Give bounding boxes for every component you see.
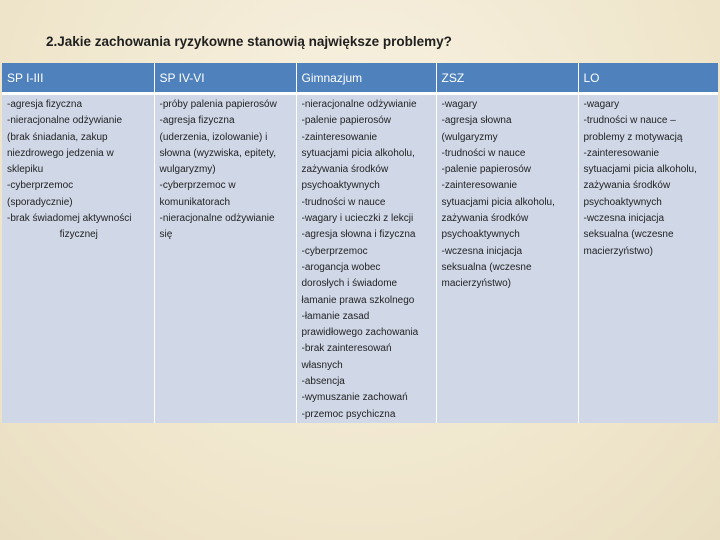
cell-line: -nieracjonalne odżywianie: [301, 99, 417, 110]
table-row: [2, 94, 718, 424]
cell-line: własnych: [301, 359, 343, 371]
cell-line: -palenie papierosów: [301, 115, 392, 127]
cell-zsz: [436, 94, 578, 424]
cell-line: sytuacjami picia alkoholu,: [301, 147, 415, 159]
cell-line: -agresja słowna: [441, 115, 512, 127]
column-header-sp-1-3: SP I-III: [2, 63, 154, 94]
column-header-zsz: ZSZ: [436, 63, 578, 94]
cell-line: -zainteresowanie: [583, 147, 660, 159]
cell-line: -absencja: [301, 376, 345, 388]
cell-line: zażywania środków: [301, 164, 389, 176]
cell-gimnazjum: [296, 94, 436, 424]
cell-line: (uderzenia, izolowanie) i: [159, 131, 268, 143]
cell-sp-4-6: [154, 94, 296, 424]
cell-line: dorosłych i świadome: [301, 278, 398, 290]
cell-line: sytuacjami picia alkoholu,: [441, 196, 555, 208]
cell-line: -nieracjonalne odżywianie: [159, 213, 275, 225]
cell-line: niezdrowego jedzenia w: [7, 147, 114, 159]
page-title: 2.Jakie zachowania ryzykowne stanowią największe problemy?: [46, 34, 452, 49]
cell-line: -zainteresowanie: [441, 180, 518, 192]
cell-line: -wagary: [583, 99, 620, 110]
cell-line: -wczesna inicjacja: [441, 245, 523, 257]
cell-line: psychoaktywnych: [301, 180, 380, 192]
column-header-lo: LO: [578, 63, 718, 94]
cell-line: seksualna (wczesne: [583, 229, 674, 241]
cell-line: słowna (wyzwiska, epitety,: [159, 147, 277, 159]
cell-line: -brak zainteresowań: [301, 343, 392, 355]
cell-line: psychoaktywnych: [583, 196, 662, 208]
cell-line: psychoaktywnych: [441, 229, 520, 241]
cell-line: wulgaryzmy): [159, 164, 216, 176]
cell-line: -arogancja wobec: [301, 261, 381, 273]
cell-line: fizycznej: [59, 229, 98, 241]
cell-line: -cyberprzemoc: [7, 180, 74, 192]
header-row: [2, 63, 718, 94]
cell-line: -brak świadomej aktywności: [7, 213, 132, 225]
cell-line: -próby palenia papierosów: [159, 99, 277, 110]
cell-line: się: [159, 229, 173, 241]
cell-line: (brak śniadania, zakup: [7, 131, 108, 143]
cell-line: -trudności w nauce: [441, 147, 526, 159]
cell-line: macierzyństwo): [441, 278, 511, 290]
cell-line: -wczesna inicjacja: [583, 213, 665, 225]
column-header-gimnazjum: Gimnazjum: [296, 63, 436, 94]
cell-line: -cyberprzemoc w: [159, 180, 236, 192]
cell-line: (wulgaryzmy: [441, 131, 498, 143]
cell-line: -wagary: [441, 99, 478, 110]
cell-line: -trudności w nauce: [301, 196, 386, 208]
cell-line: seksualna (wczesne: [441, 261, 532, 273]
cell-line: prawidłowego zachowania: [301, 327, 419, 339]
cell-sp-1-3: [2, 94, 154, 424]
cell-line: -agresja słowna i fizyczna: [301, 229, 416, 241]
cell-line: -palenie papierosów: [441, 164, 532, 176]
cell-line: macierzyństwo): [583, 245, 653, 257]
cell-line: łamanie prawa szkolnego: [301, 294, 415, 306]
cell-line: -trudności w nauce –: [583, 115, 676, 127]
cell-line: -cyberprzemoc: [301, 245, 368, 257]
cell-line: (sporadycznie): [7, 196, 73, 208]
cell-line: zażywania środków: [441, 213, 529, 225]
cell-line: -przemoc psychiczna: [301, 408, 396, 420]
cell-line: -nieracjonalne odżywianie: [7, 115, 123, 127]
cell-line: zażywania środków: [583, 180, 671, 192]
cell-line: -wagary i ucieczki z lekcji: [301, 213, 414, 225]
risk-behaviors-table: [2, 63, 718, 423]
cell-lo: [578, 94, 718, 424]
cell-line: sklepiku: [7, 164, 44, 176]
cell-line: -łamanie zasad: [301, 310, 370, 322]
cell-line: sytuacjami picia alkoholu,: [583, 164, 697, 176]
cell-line: komunikatorach: [159, 196, 231, 208]
cell-line: -wymuszanie zachowań: [301, 392, 408, 404]
column-header-sp-4-6: SP IV-VI: [154, 63, 296, 94]
cell-line: problemy z motywacją: [583, 131, 683, 143]
cell-line: -agresja fizyczna: [7, 99, 83, 110]
cell-line: -zainteresowanie: [301, 131, 378, 143]
cell-line: -agresja fizyczna: [159, 115, 235, 127]
